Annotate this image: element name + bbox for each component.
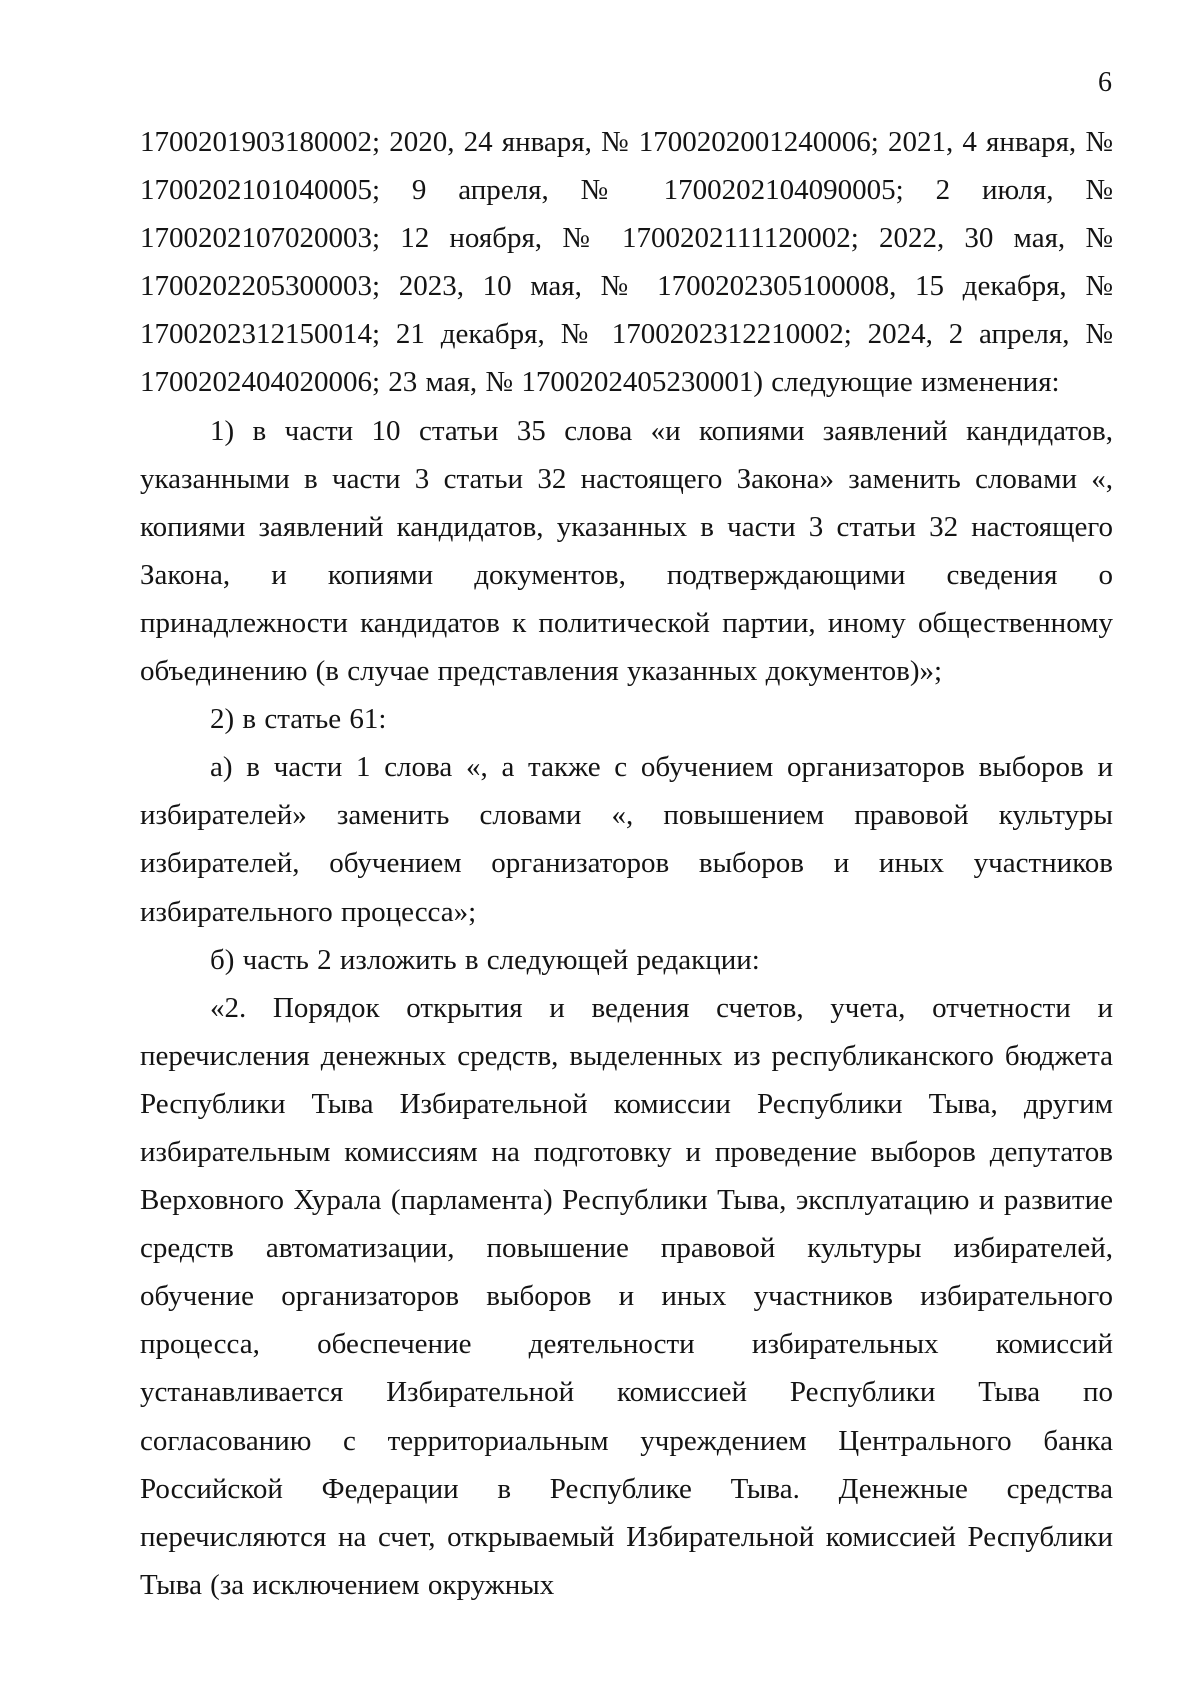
document-body <box>140 118 1113 1609</box>
page-number: 6 <box>1098 67 1112 98</box>
paragraph-item-2: 2) в статье 61: <box>210 703 387 736</box>
paragraph-subitem-a: а) в части 1 слова «, а также с обучением организаторов выборов и избирателей» заменить словами «, повышением правовой культуры избирателей, обучением организаторов выборов и иных участников избирательного процесса»; <box>140 751 1113 928</box>
paragraph-registration-list: 1700201903180002; 2020, 24 января, № 1700202001240006; 2021, 4 января, № 1700202101040005; 9 апреля, № 1700202104090005; 2 июля, № 1700202107020003; 12 ноября, № 1700202111120002; 2022, 30 мая, № 1700202205300003; 2023, 10 мая, № 1700202305100008, 15 декабря, № 1700202312150014; 21 декабря, № 1700202312210002; 2024, 2 апреля, № 1700202404020006; 23 мая, № 1700202405230001) следующие изменения: <box>140 126 1113 399</box>
paragraph-new-part-2: «2. Порядок открытия и ведения счетов, учета, отчетности и перечисления денежных средств, выделенных из республиканского бюджета Республики Тыва Избирательной комиссии Республики Тыва, другим избирательным комиссиям на подготовку и проведение выборов депутатов Верховного Хурала (парламента) Республики Тыва, эксплуатацию и развитие средств автоматизации, повышение правовой культуры избирателей, обучение организаторов выборов и иных участников избирательного процесса, обеспечение деятельности избирательных комиссий устанавливается Избирательной комиссией Республики Тыва по согласованию с территориальным учреждением Центрального банка Российской Федерации в Республике Тыва. Денежные средства перечисляются на счет, открываемый Избирательной комиссией Республики Тыва (за исключением окружных <box>140 991 1113 1601</box>
paragraph-item-1: 1) в части 10 статьи 35 слова «и копиями заявлений кандидатов, указанными в части 3 статьи 32 настоящего Закона» заменить словами «, копиями заявлений кандидатов, указанных в части 3 статьи 32 настоящего Закона, и копиями документов, подтверждающими сведения о принадлежности кандидатов к политической партии, иному общественному объединению (в случае представления указанных документов)»; <box>140 414 1113 688</box>
paragraph-subitem-b: б) часть 2 изложить в следующей редакции: <box>210 943 760 976</box>
